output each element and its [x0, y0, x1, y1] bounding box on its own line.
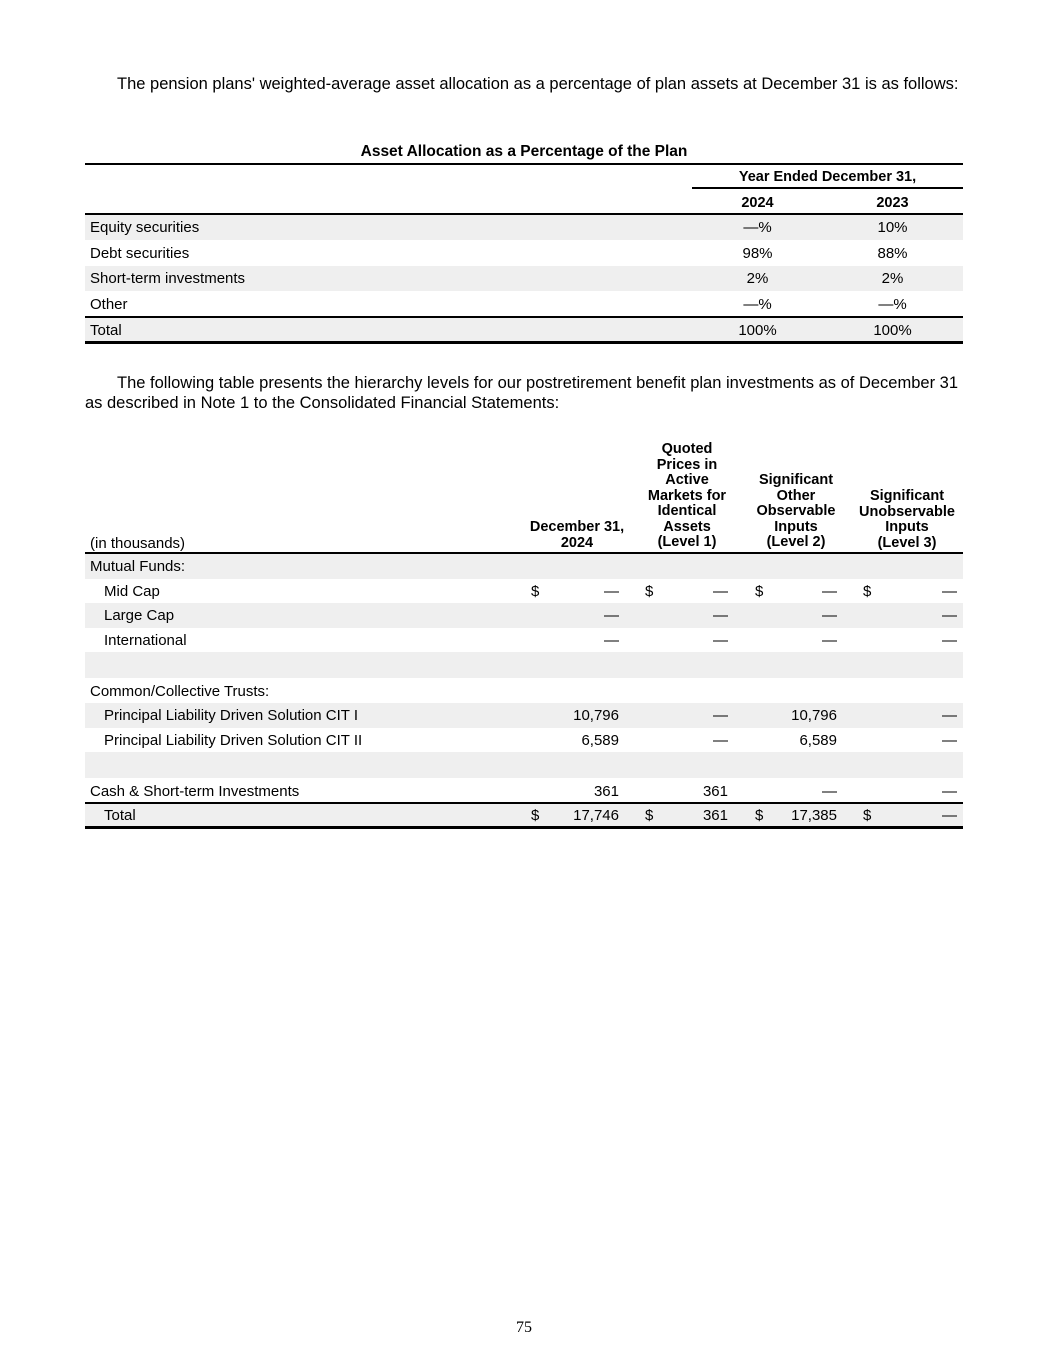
header-line: Significant [869, 488, 945, 504]
cell-value: 2% [746, 270, 769, 287]
row-label: Equity securities [90, 219, 200, 236]
cell-value: — [942, 632, 957, 649]
spacer-row [85, 752, 963, 778]
hierarchy-paragraph [85, 373, 963, 413]
column-header-level1 [638, 442, 736, 551]
header-line: Active [665, 472, 709, 488]
cell-value: — [713, 707, 728, 724]
row-label: Principal Liability Driven Solution CIT II [104, 732, 363, 749]
column-header-2024: 2024 [741, 195, 774, 211]
header-line: December 31, [529, 519, 625, 535]
row-label: Mutual Funds: [90, 558, 186, 575]
currency-symbol: $ [645, 807, 654, 824]
header-line: Inputs [774, 518, 818, 535]
hierarchy-paragraph-text: The following table presents the hierarchy levels for our postretirement benefit plan investments as of December 31 as described in Note 1 to the Consolidated Financial Statements: [85, 374, 959, 412]
cell-value: — [822, 607, 837, 624]
header-line: Identical [657, 503, 717, 519]
cell-value: — [942, 783, 957, 800]
header-line: Inputs [885, 519, 929, 535]
table-row [85, 628, 963, 653]
section-header-common-trusts [85, 679, 963, 704]
header-line: Prices in [656, 456, 718, 473]
cell-value: —% [743, 219, 772, 236]
row-label: Total [90, 322, 122, 339]
currency-symbol: $ [531, 807, 540, 824]
header-line: (Level 2) [766, 534, 826, 550]
cell-value: — [713, 583, 728, 600]
cell-value: 88% [877, 245, 908, 262]
row-label: Total [104, 807, 136, 824]
cell-value: 361 [593, 783, 619, 800]
cell-value: 361 [702, 783, 728, 800]
header-line: Markets for [647, 487, 727, 504]
row-label: Cash & Short-term Investments [90, 783, 300, 800]
cell-value: 6,589 [799, 732, 837, 749]
table-row [85, 703, 963, 728]
currency-symbol: $ [863, 807, 872, 824]
intro-paragraph [85, 74, 963, 94]
table-row [85, 266, 963, 291]
header-line: Significant [758, 472, 834, 488]
cell-value: — [942, 707, 957, 724]
row-label: Common/Collective Trusts: [90, 683, 270, 700]
cell-value: 98% [742, 245, 773, 262]
cell-value: —% [878, 296, 907, 313]
allocation-table-title: Asset Allocation as a Percentage of the Plan [360, 143, 688, 160]
cell-value: — [713, 607, 728, 624]
row-label: Short-term investments [90, 270, 246, 287]
table-row [85, 292, 963, 317]
header-line: (Level 1) [657, 534, 717, 550]
cell-value: — [942, 583, 957, 600]
header-line: Observable [756, 503, 836, 519]
cell-value: — [942, 732, 957, 749]
spacer-row [85, 652, 963, 678]
unit-label: (in thousands) [90, 535, 186, 552]
header-line: Other [776, 487, 816, 504]
table-row [85, 779, 963, 804]
cell-value: — [942, 807, 957, 824]
cell-value: 100% [738, 322, 777, 339]
currency-symbol: $ [531, 583, 540, 600]
header-line: 2024 [560, 534, 594, 551]
column-header-level3 [851, 489, 963, 551]
row-label: Debt securities [90, 245, 190, 262]
row-label: Other [90, 296, 128, 313]
header-line: Quoted [661, 441, 713, 457]
header-line: Unobservable [859, 503, 955, 520]
divider [85, 341, 963, 344]
cell-value: — [822, 583, 837, 600]
divider [85, 826, 963, 829]
divider [692, 187, 963, 189]
currency-symbol: $ [755, 583, 764, 600]
cell-value: — [604, 632, 619, 649]
table-row [85, 728, 963, 753]
total-row [85, 318, 963, 341]
row-label: Mid Cap [104, 583, 160, 600]
row-label: Principal Liability Driven Solution CIT I [104, 707, 358, 724]
table-row [85, 241, 963, 266]
total-row [85, 804, 963, 826]
cell-value: 2% [881, 270, 904, 287]
cell-value: — [604, 607, 619, 624]
cell-value: 17,746 [573, 807, 619, 824]
table-row [85, 215, 963, 240]
cell-value: — [822, 632, 837, 649]
allocation-group-header: Year Ended December 31, [738, 169, 917, 185]
cell-value: — [822, 783, 837, 800]
row-label: Large Cap [104, 607, 175, 624]
page-number: 75 [516, 1319, 532, 1336]
cell-value: 10% [877, 219, 908, 236]
currency-symbol: $ [755, 807, 764, 824]
currency-symbol: $ [863, 583, 872, 600]
column-header-2023: 2023 [876, 195, 909, 211]
cell-value: 17,385 [791, 807, 837, 824]
header-line: (Level 3) [877, 534, 937, 551]
cell-value: 10,796 [573, 707, 619, 724]
cell-value: 100% [873, 322, 912, 339]
divider [85, 163, 963, 165]
cell-value: — [942, 607, 957, 624]
cell-value: — [604, 583, 619, 600]
intro-paragraph-text: The pension plans' weighted-average asset allocation as a percentage of plan assets at December 31 is as follows: [117, 75, 959, 93]
table-row [85, 603, 963, 628]
currency-symbol: $ [645, 583, 654, 600]
cell-value: 10,796 [791, 707, 837, 724]
cell-value: — [713, 632, 728, 649]
header-line: Assets [663, 518, 711, 535]
column-header-total [521, 520, 633, 551]
cell-value: — [713, 732, 728, 749]
cell-value: 6,589 [581, 732, 619, 749]
column-header-level2 [747, 473, 845, 551]
table-row [85, 579, 963, 604]
row-label: International [104, 632, 187, 649]
cell-value: 361 [702, 807, 728, 824]
section-header-mutual-funds [85, 554, 963, 579]
cell-value: —% [743, 296, 772, 313]
